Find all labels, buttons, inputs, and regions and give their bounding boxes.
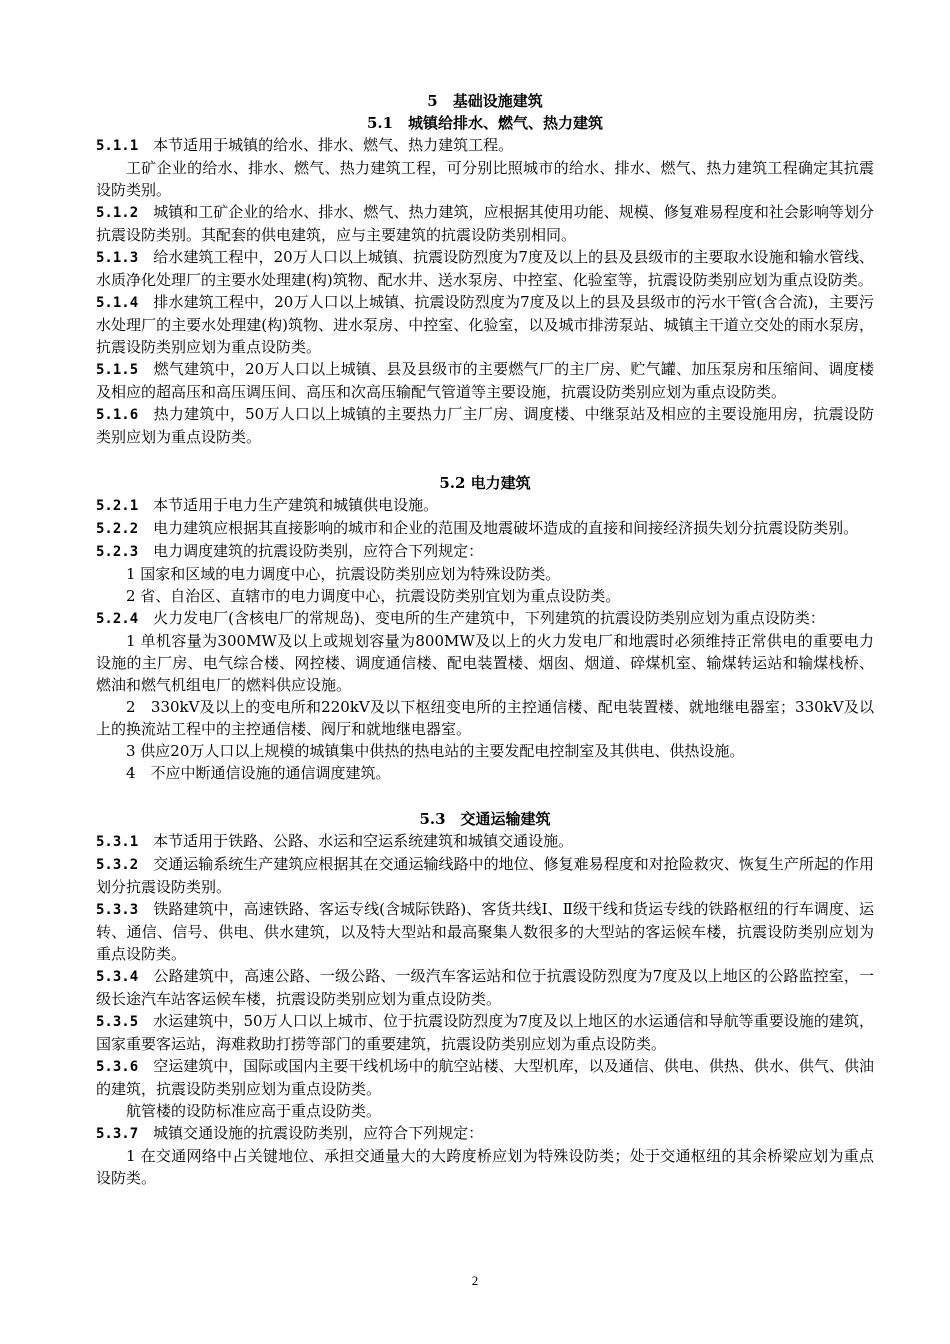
clause-text: 空运建筑中，国际或国内主要干线机场中的航空站楼、大型机库，以及通信、供电、供热、供水、供气、供油的建筑，抗震设防类别应划为重点设防类。 [96, 1057, 874, 1098]
clause-text: 2 330kV及以上的变电所和220kV及以下枢纽变电所的主控通信楼、配电装置楼、就地继电器室；330kV及以上的换流站工程中的主控通信楼、阀厅和就地继电器室。 [96, 698, 874, 738]
clause-paragraph [96, 403, 874, 448]
clause-text: 2 省、自治区、直辖市的电力调度中心，抗震设防类别宜划为重点设防类。 [126, 587, 621, 605]
clause-text: 火力发电厂(含核电厂的常规岛)、变电所的生产建筑中，下列建筑的抗震设防类别应划为重点设防类： [138, 609, 825, 627]
clause-text: 本节适用于电力生产建筑和城镇供电设施。 [138, 496, 439, 514]
clause-text: 航管楼的设防标准应高于重点设防类。 [126, 1102, 382, 1120]
clause-text: 1 国家和区域的电力调度中心，抗震设防类别应划为特殊设防类。 [126, 565, 561, 583]
clause-paragraph [96, 1010, 874, 1055]
clause-number: 5.3.1 [96, 834, 139, 850]
clause-paragraph [96, 157, 874, 201]
clause-number: 5.1.4 [96, 295, 139, 311]
clause-number: 5.3.6 [96, 1059, 139, 1075]
clause-paragraph [96, 853, 874, 898]
clause-text: 热力建筑中，50万人口以上城镇的主要热力厂主厂房、调度楼、中继泵站及相应的主要设施用房，抗震设防类别应划为重点设防类。 [96, 405, 874, 446]
clause-number: 5.1.1 [96, 138, 139, 154]
clause-text: 1 单机容量为300MW及以上或规划容量为800MW及以上的火力发电厂和地震时必须维持正常供电的重要电力设施的主厂房、电气综合楼、网控楼、调度通信楼、配电装置楼、烟囱、烟道、碎煤机室、输煤转运站和输煤栈桥、燃油和燃气机组电厂的燃料供应设施。 [96, 632, 874, 694]
clause-paragraph [96, 358, 874, 403]
section-title: 5.2 电力建筑 [439, 474, 531, 492]
clause-paragraph [96, 898, 874, 965]
clause-paragraph [96, 696, 874, 740]
clause-paragraph [96, 965, 874, 1010]
clause-paragraph [96, 540, 874, 563]
page-number: 2 [471, 1273, 479, 1288]
clause-paragraph [96, 830, 874, 853]
clause-number: 5.1.2 [96, 205, 139, 221]
clause-paragraph [96, 134, 874, 157]
section-title: 5.1 城镇给排水、燃气、热力建筑 [366, 114, 604, 132]
clause-text: 电力调度建筑的抗震设防类别，应符合下列规定： [138, 542, 484, 560]
clause-text: 燃气建筑中，20万人口以上城镇、县及县级市的主要燃气厂的主厂房、贮气罐、加压泵房和压缩间、调度楼及相应的超高压和高压调压间、高压和次高压输配气管道等主要设施，抗震设防类别应划为重点设防类。 [96, 360, 874, 401]
clause-paragraph [96, 1145, 874, 1189]
clause-number: 5.2.1 [96, 498, 139, 514]
clause-number: 5.2.2 [96, 521, 139, 537]
clause-text: 本节适用于城镇的给水、排水、燃气、热力建筑工程。 [138, 136, 514, 154]
clause-paragraph [96, 1055, 874, 1100]
clause-paragraph [96, 517, 874, 540]
clause-text: 排水建筑工程中，20万人口以上城镇、抗震设防烈度为7度及以上的县及县级市的污水干管(含合流)，主要污水处理厂的主要水处理建(构)筑物、进水泵房、中控室、化验室，以及城市排涝泵站、城镇主干道立交处的雨水泵房，抗震设防类别应划为重点设防类。 [96, 293, 874, 356]
clause-paragraph [96, 1100, 874, 1122]
clause-number: 5.3.2 [96, 857, 139, 873]
clause-text: 给水建筑工程中，20万人口以上城镇、抗震设防烈度为7度及以上的县及县级市的主要取水设施和输水管线、水质净化处理厂的主要水处理建(构)筑物、配水井、送水泵房、中控室、化验室等，抗震设防类别应划为重点设防类。 [96, 248, 874, 289]
clause-text: 交通运输系统生产建筑应根据其在交通运输线路中的地位、修复难易程度和对抢险救灾、恢复生产所起的作用划分抗震设防类别。 [96, 855, 874, 896]
clause-text: 工矿企业的给水、排水、燃气、热力建筑工程，可分别比照城市的给水、排水、燃气、热力建筑工程确定其抗震设防类别。 [96, 159, 874, 199]
clause-paragraph [96, 246, 874, 291]
clause-paragraph [96, 630, 874, 696]
clause-number: 5.3.3 [96, 902, 139, 918]
clause-number: 5.3.5 [96, 1014, 139, 1030]
clause-paragraph [96, 201, 874, 246]
clause-number: 5.1.5 [96, 362, 139, 378]
sections-container [96, 112, 874, 1189]
clause-paragraph [96, 494, 874, 517]
clause-number: 5.1.6 [96, 407, 139, 423]
clause-text: 城镇和工矿企业的给水、排水、燃气、热力建筑，应根据其使用功能、规模、修复难易程度和社会影响等划分抗震设防类别。其配套的供电建筑，应与主要建筑的抗震设防类别相同。 [96, 203, 874, 244]
clause-number: 5.3.7 [96, 1126, 139, 1142]
clause-number: 5.2.4 [96, 611, 139, 627]
clause-text: 4 不应中断通信设施的通信调度建筑。 [126, 764, 391, 782]
clause-text: 水运建筑中，50万人口以上城市、位于抗震设防烈度为7度及以上地区的水运通信和导航等重要设施的建筑，国家重要客运站，海难救助打捞等部门的重要建筑，抗震设防类别应划为重点设防类。 [96, 1012, 874, 1053]
chapter-title: 5 基础设施建筑 [427, 92, 543, 110]
clause-text: 3 供应20万人口以上规模的城镇集中供热的热电站的主要发配电控制室及其供电、供热设施。 [126, 742, 745, 760]
clause-number: 5.2.3 [96, 544, 139, 560]
clause-paragraph [96, 585, 874, 607]
clause-paragraph [96, 1122, 874, 1145]
clause-paragraph [96, 291, 874, 358]
clause-paragraph [96, 762, 874, 784]
clause-number: 5.1.3 [96, 250, 139, 266]
section-title: 5.3 交通运输建筑 [419, 810, 551, 828]
clause-paragraph [96, 563, 874, 585]
clause-paragraph [96, 607, 874, 630]
clause-paragraph [96, 740, 874, 762]
clause-number: 5.3.4 [96, 969, 139, 985]
clause-text: 电力建筑应根据其直接影响的城市和企业的范围及地震破坏造成的直接和间接经济损失划分抗震设防类别。 [138, 519, 859, 537]
clause-text: 城镇交通设施的抗震设防类别，应符合下列规定： [138, 1124, 484, 1142]
clause-text: 公路建筑中，高速公路、一级公路、一级汽车客运站和位于抗震设防烈度为7度及以上地区的公路监控室，一级长途汽车站客运候车楼，抗震设防类别应划为重点设防类。 [96, 967, 874, 1008]
clause-text: 1 在交通网络中占关键地位、承担交通量大的大跨度桥应划为特殊设防类；处于交通枢纽的其余桥梁应划为重点设防类。 [96, 1147, 874, 1187]
clause-text: 本节适用于铁路、公路、水运和空运系统建筑和城镇交通设施。 [138, 832, 574, 850]
document-body [96, 90, 874, 1189]
clause-text: 铁路建筑中，高速铁路、客运专线(含城际铁路)、客货共线Ⅰ、Ⅱ级干线和货运专线的铁路枢纽的行车调度、运转、通信、信号、供电、供水建筑，以及特大型站和最高聚集人数很多的大型站的客运候车楼，抗震设防类别应划为重点设防类。 [96, 900, 874, 963]
